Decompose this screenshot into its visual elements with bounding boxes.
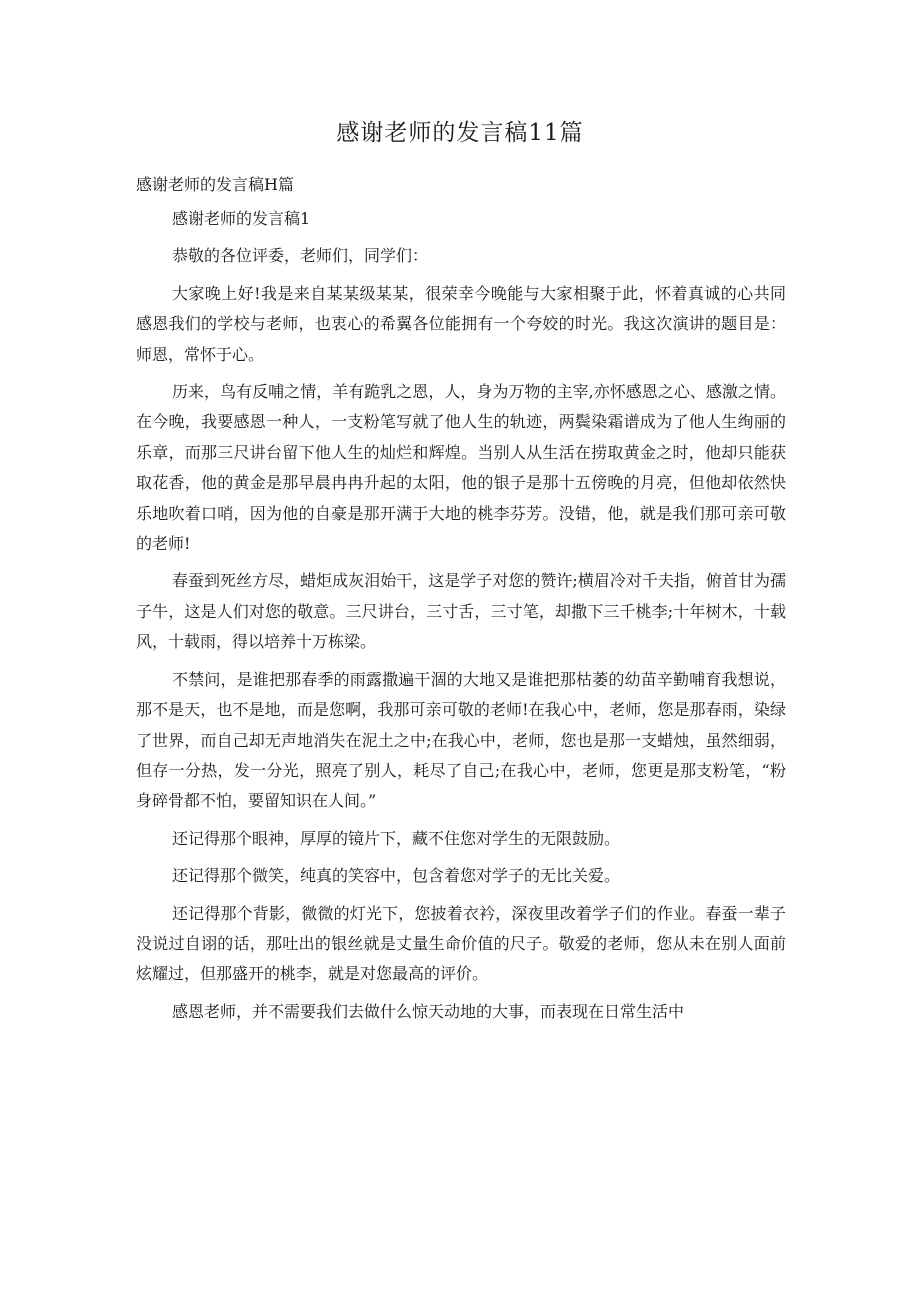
paragraph: 春蚕到死丝方尽，蜡炬成灰泪始干，这是学子对您的赞许;横眉冷对千夫指，俯首甘为孺子牛，这是人们对您的敬意。三尺讲台，三寸舌，三寸笔，却撒下三千桃李;十年树木，十载风，十载雨，得以培养十万栋梁。	[136, 571, 786, 652]
paragraph: 大家晚上好!我是来自某某级某某，很荣幸今晚能与大家相聚于此，怀着真诚的心共同感恩我们的学校与老师，也衷心的希翼各位能拥有一个夸姣的时光。我这次演讲的题目是：师恩，常怀于心。	[136, 283, 786, 364]
paragraph: 感恩老师，并不需要我们去做什么惊天动地的大事，而表现在日常生活中	[172, 1001, 685, 1021]
paragraph: 还记得那个背影，微微的灯光下，您披着衣衿，深夜里改着学子们的作业。春蚕一辈子没说过自诩的话，那吐出的银丝就是丈量生命价值的尺子。敬爱的老师，您从未在别人面前炫耀过，但那盛开的桃李，就是对您最高的评价。	[136, 903, 786, 984]
paragraph-salutation: 恭敬的各位评委，老师们，同学们：	[172, 246, 429, 266]
document-body	[136, 204, 786, 1034]
paragraph: 还记得那个微笑，纯真的笑容中，包含着您对学子的无比关爱。	[172, 866, 621, 886]
paragraph-heading: 感谢老师的发言稿1	[172, 209, 311, 228]
paragraph: 历来，鸟有反哺之情，羊有跪乳之恩，人，身为万物的主宰,亦怀感恩之心、感激之情。在今晚，我要感恩一种人，一支粉笔写就了他人生的轨迹，两鬓染霜谱成为了他人生绚丽的乐章，而那三尺讲台留下他人生的灿烂和辉煌。当别人从生活在捞取黄金之时，他却只能获取花香，他的黄金是那早晨冉冉升起的太阳，他的银子是那十五傍晚的月亮，但他却依然快乐地吹着口哨，因为他的自豪是那开满于大地的桃李芬芳。没错，他，就是我们那可亲可敬的老师!	[136, 382, 786, 554]
document-subtitle: 感谢老师的发言稿H篇	[136, 175, 294, 194]
paragraph: 还记得那个眼神，厚厚的镜片下，藏不住您对学生的无限鼓励。	[172, 828, 621, 848]
document-title: 感谢老师的发言稿11篇	[336, 120, 584, 146]
paragraph: 不禁问，是谁把那春季的雨露撒遍干涸的大地又是谁把那枯萎的幼苗辛勤哺育我想说，那不是天，也不是地，而是您啊，我那可亲可敬的老师!在我心中，老师，您是那春雨，染绿了世界，而自己却无声地消失在泥土之中;在我心中，老师，您也是那一支蜡烛，虽然细弱，但存一分热，发一分光，照亮了别人，耗尽了自己;在我心中，老师，您更是那支粉笔，“粉身碎骨都不怕，要留知识在人间。”	[136, 669, 786, 811]
